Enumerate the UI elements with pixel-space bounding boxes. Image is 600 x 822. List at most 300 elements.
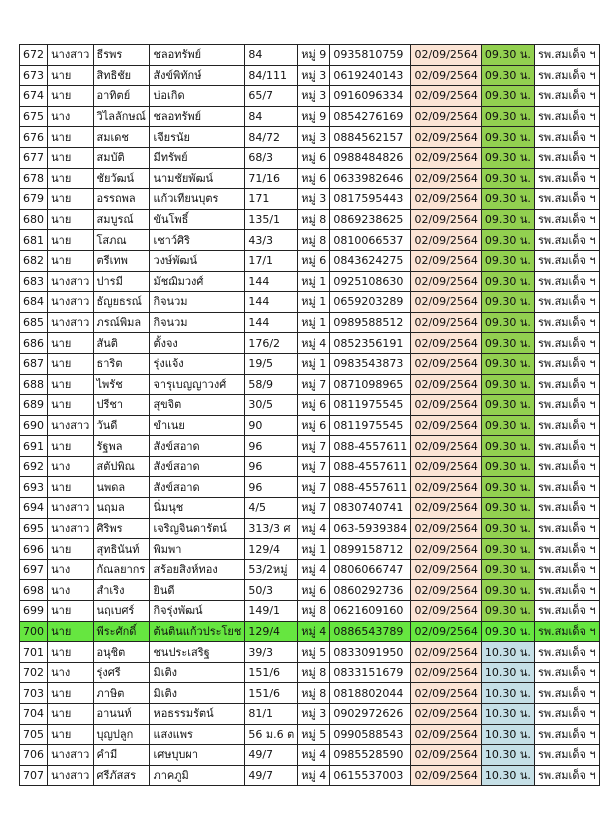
table-row [20,292,600,313]
first-name-cell: วิไลลักษณ์ [93,106,150,127]
table-row [20,436,600,457]
row-number-cell: 689 [20,395,48,416]
table-row [20,539,600,560]
table-row [20,580,600,601]
house-number-cell: 151/6 [245,662,298,683]
row-number-cell: 687 [20,353,48,374]
title-prefix-cell: นาง [48,559,93,580]
last-name-cell: สุขจิต [150,395,245,416]
appointment-date-cell: 02/09/2564 [411,704,482,725]
table-row [20,127,600,148]
table-row [20,271,600,292]
appointment-time-cell: 09.30 น. [481,539,534,560]
appointment-date-cell: 02/09/2564 [411,65,482,86]
phone-number-cell: 0985528590 [330,745,411,766]
first-name-cell: ชัยวัฒน์ [93,168,150,189]
appointment-time-cell: 10.30 น. [481,662,534,683]
first-name-cell: สตัปพิณ [93,456,150,477]
last-name-cell: สังข์สอาด [150,436,245,457]
appointment-date-cell: 02/09/2564 [411,415,482,436]
last-name-cell: ภาคภูมิ [150,765,245,786]
appointment-time-cell: 09.30 น. [481,230,534,251]
phone-number-cell: 0916096334 [330,86,411,107]
phone-number-cell: 0810066537 [330,230,411,251]
phone-number-cell: 0811975545 [330,395,411,416]
row-number-cell: 676 [20,127,48,148]
location-cell: รพ.สมเด็จ ฯ [534,147,599,168]
location-cell: รพ.สมเด็จ ฯ [534,518,599,539]
phone-number-cell: 0659203289 [330,292,411,313]
title-prefix-cell: นาย [48,127,93,148]
location-cell: รพ.สมเด็จ ฯ [534,312,599,333]
appointment-date-cell: 02/09/2564 [411,662,482,683]
last-name-cell: แก้วเทียนบุตร [150,189,245,210]
table-row [20,456,600,477]
last-name-cell: นิ่มนุช [150,498,245,519]
first-name-cell: สมเดช [93,127,150,148]
village-number-cell: หมู่ 3 [298,189,330,210]
village-number-cell: หมู่ 5 [298,642,330,663]
phone-number-cell: 0621609160 [330,601,411,622]
row-number-cell: 678 [20,168,48,189]
house-number-cell: 58/9 [245,374,298,395]
village-number-cell: หมู่ 7 [298,456,330,477]
first-name-cell: พีระศักดิ์ [93,621,150,642]
table-row [20,374,600,395]
table-row [20,45,600,66]
last-name-cell: เชาว์ศิริ [150,230,245,251]
house-number-cell: 149/1 [245,601,298,622]
location-cell: รพ.สมเด็จ ฯ [534,395,599,416]
first-name-cell: นพดล [93,477,150,498]
appointment-time-cell: 09.30 น. [481,271,534,292]
first-name-cell: บุญปลูก [93,724,150,745]
table-row [20,106,600,127]
table-row [20,147,600,168]
row-number-cell: 679 [20,189,48,210]
title-prefix-cell: นาย [48,704,93,725]
row-number-cell: 672 [20,45,48,66]
row-number-cell: 706 [20,745,48,766]
title-prefix-cell: นาย [48,395,93,416]
first-name-cell: นฤมล [93,498,150,519]
appointment-date-cell: 02/09/2564 [411,395,482,416]
last-name-cell: ขำเนย [150,415,245,436]
location-cell: รพ.สมเด็จ ฯ [534,580,599,601]
village-number-cell: หมู่ 7 [298,436,330,457]
appointment-time-cell: 09.30 น. [481,477,534,498]
phone-number-cell: 0935810759 [330,45,411,66]
last-name-cell: มัชฌิมวงศ์ [150,271,245,292]
village-number-cell: หมู่ 9 [298,106,330,127]
title-prefix-cell: นาย [48,147,93,168]
village-number-cell: หมู่ 4 [298,518,330,539]
appointment-time-cell: 09.30 น. [481,86,534,107]
title-prefix-cell: นางสาว [48,518,93,539]
last-name-cell: บ่อเกิด [150,86,245,107]
appointment-date-cell: 02/09/2564 [411,209,482,230]
village-number-cell: หมู่ 4 [298,559,330,580]
first-name-cell: สันติ [93,333,150,354]
appointment-date-cell: 02/09/2564 [411,271,482,292]
appointment-date-cell: 02/09/2564 [411,745,482,766]
row-number-cell: 684 [20,292,48,313]
appointment-time-cell: 09.30 น. [481,106,534,127]
location-cell: รพ.สมเด็จ ฯ [534,683,599,704]
village-number-cell: หมู่ 3 [298,65,330,86]
first-name-cell: สมบัติ [93,147,150,168]
appointment-time-cell: 09.30 น. [481,559,534,580]
appointment-date-cell: 02/09/2564 [411,45,482,66]
house-number-cell: 84/111 [245,65,298,86]
village-number-cell: หมู่ 4 [298,765,330,786]
location-cell: รพ.สมเด็จ ฯ [534,333,599,354]
row-number-cell: 697 [20,559,48,580]
title-prefix-cell: นาง [48,456,93,477]
title-prefix-cell: นางสาว [48,498,93,519]
appointment-date-cell: 02/09/2564 [411,518,482,539]
phone-number-cell: 0871098965 [330,374,411,395]
location-cell: รพ.สมเด็จ ฯ [534,127,599,148]
title-prefix-cell: นางสาว [48,312,93,333]
first-name-cell: ธัญยธรณ์ [93,292,150,313]
row-number-cell: 675 [20,106,48,127]
table-row [20,189,600,210]
title-prefix-cell: นาย [48,436,93,457]
row-number-cell: 677 [20,147,48,168]
phone-number-cell: 063-5939384 [330,518,411,539]
house-number-cell: 4/5 [245,498,298,519]
appointment-date-cell: 02/09/2564 [411,683,482,704]
appointment-date-cell: 02/09/2564 [411,642,482,663]
title-prefix-cell: นาย [48,724,93,745]
first-name-cell: อนุชิต [93,642,150,663]
title-prefix-cell: นาย [48,250,93,271]
row-number-cell: 692 [20,456,48,477]
first-name-cell: ไพรัช [93,374,150,395]
row-number-cell: 703 [20,683,48,704]
appointment-date-cell: 02/09/2564 [411,436,482,457]
appointment-date-cell: 02/09/2564 [411,106,482,127]
last-name-cell: มิเติง [150,662,245,683]
first-name-cell: ศิริพร [93,518,150,539]
appointment-time-cell: 10.30 น. [481,704,534,725]
location-cell: รพ.สมเด็จ ฯ [534,168,599,189]
table-row [20,724,600,745]
title-prefix-cell: นาง [48,106,93,127]
village-number-cell: หมู่ 1 [298,353,330,374]
village-number-cell: หมู่ 8 [298,601,330,622]
village-number-cell: หมู่ 7 [298,477,330,498]
title-prefix-cell: นาย [48,333,93,354]
first-name-cell: โสภณ [93,230,150,251]
table-row [20,250,600,271]
last-name-cell: ชนประเสริฐ [150,642,245,663]
appointment-date-cell: 02/09/2564 [411,168,482,189]
last-name-cell: มีทรัพย์ [150,147,245,168]
title-prefix-cell: นาย [48,209,93,230]
phone-number-cell: 0817595443 [330,189,411,210]
appointment-date-cell: 02/09/2564 [411,312,482,333]
appointment-time-cell: 09.30 น. [481,353,534,374]
table-row [20,559,600,580]
title-prefix-cell: นางสาว [48,765,93,786]
table-row [20,601,600,622]
title-prefix-cell: นาย [48,65,93,86]
appointment-time-cell: 09.30 น. [481,189,534,210]
village-number-cell: หมู่ 1 [298,292,330,313]
village-number-cell: หมู่ 6 [298,580,330,601]
phone-number-cell: 0619240143 [330,65,411,86]
location-cell: รพ.สมเด็จ ฯ [534,86,599,107]
title-prefix-cell: นาย [48,353,93,374]
village-number-cell: หมู่ 8 [298,662,330,683]
phone-number-cell: 0843624275 [330,250,411,271]
location-cell: รพ.สมเด็จ ฯ [534,601,599,622]
appointment-time-cell: 09.30 น. [481,292,534,313]
table-row [20,230,600,251]
house-number-cell: 84/72 [245,127,298,148]
village-number-cell: หมู่ 7 [298,374,330,395]
appointment-date-cell: 02/09/2564 [411,498,482,519]
house-number-cell: 71/16 [245,168,298,189]
house-number-cell: 49/7 [245,745,298,766]
location-cell: รพ.สมเด็จ ฯ [534,539,599,560]
village-number-cell: หมู่ 6 [298,395,330,416]
village-number-cell: หมู่ 6 [298,168,330,189]
row-number-cell: 707 [20,765,48,786]
house-number-cell: 17/1 [245,250,298,271]
table-body [20,45,600,786]
table-row [20,518,600,539]
table-row [20,86,600,107]
row-number-cell: 674 [20,86,48,107]
first-name-cell: อรรถพล [93,189,150,210]
location-cell: รพ.สมเด็จ ฯ [534,209,599,230]
appointment-time-cell: 10.30 น. [481,724,534,745]
row-number-cell: 673 [20,65,48,86]
last-name-cell: เจริญจินดารัตน์ [150,518,245,539]
first-name-cell: อานนท์ [93,704,150,725]
house-number-cell: 56 ม.6 ต [245,724,298,745]
first-name-cell: สุทธินันท์ [93,539,150,560]
house-number-cell: 129/4 [245,539,298,560]
location-cell: รพ.สมเด็จ ฯ [534,765,599,786]
location-cell: รพ.สมเด็จ ฯ [534,415,599,436]
last-name-cell: เจียรนัย [150,127,245,148]
table-row [20,683,600,704]
village-number-cell: หมู่ 4 [298,621,330,642]
row-number-cell: 688 [20,374,48,395]
appointment-date-cell: 02/09/2564 [411,189,482,210]
house-number-cell: 65/7 [245,86,298,107]
last-name-cell: หอธรรมรัตน์ [150,704,245,725]
appointment-time-cell: 09.30 น. [481,312,534,333]
phone-number-cell: 0983543873 [330,353,411,374]
last-name-cell: กิจนวม [150,312,245,333]
phone-number-cell: 0988484826 [330,147,411,168]
house-number-cell: 313/3 ศ [245,518,298,539]
village-number-cell: หมู่ 3 [298,704,330,725]
last-name-cell: สังข์สอาด [150,456,245,477]
row-number-cell: 685 [20,312,48,333]
last-name-cell: ชลอทรัพย์ [150,45,245,66]
row-number-cell: 680 [20,209,48,230]
table-row [20,704,600,725]
row-number-cell: 702 [20,662,48,683]
row-number-cell: 691 [20,436,48,457]
appointment-date-cell: 02/09/2564 [411,250,482,271]
appointment-time-cell: 10.30 น. [481,765,534,786]
row-number-cell: 700 [20,621,48,642]
location-cell: รพ.สมเด็จ ฯ [534,292,599,313]
title-prefix-cell: นางสาว [48,745,93,766]
phone-number-cell: 0869238625 [330,209,411,230]
appointment-date-cell: 02/09/2564 [411,353,482,374]
location-cell: รพ.สมเด็จ ฯ [534,230,599,251]
last-name-cell: ยินดี [150,580,245,601]
appointment-date-cell: 02/09/2564 [411,539,482,560]
first-name-cell: ภาษิต [93,683,150,704]
location-cell: รพ.สมเด็จ ฯ [534,724,599,745]
appointment-time-cell: 09.30 น. [481,147,534,168]
table-row [20,209,600,230]
location-cell: รพ.สมเด็จ ฯ [534,559,599,580]
first-name-cell: รัฐพล [93,436,150,457]
location-cell: รพ.สมเด็จ ฯ [534,374,599,395]
last-name-cell: แสงแพร [150,724,245,745]
location-cell: รพ.สมเด็จ ฯ [534,106,599,127]
village-number-cell: หมู่ 6 [298,147,330,168]
first-name-cell: วันดี [93,415,150,436]
appointment-time-cell: 09.30 น. [481,250,534,271]
location-cell: รพ.สมเด็จ ฯ [534,704,599,725]
title-prefix-cell: นาย [48,230,93,251]
appointment-date-cell: 02/09/2564 [411,456,482,477]
phone-number-cell: 0990588543 [330,724,411,745]
location-cell: รพ.สมเด็จ ฯ [534,745,599,766]
house-number-cell: 144 [245,312,298,333]
appointment-time-cell: 09.30 น. [481,209,534,230]
last-name-cell: สร้อยสิงห์ทอง [150,559,245,580]
phone-number-cell: 0830740741 [330,498,411,519]
village-number-cell: หมู่ 1 [298,539,330,560]
appointment-time-cell: 09.30 น. [481,127,534,148]
appointment-time-cell: 09.30 น. [481,333,534,354]
phone-number-cell: 088-4557611 [330,456,411,477]
phone-number-cell: 0899158712 [330,539,411,560]
first-name-cell: ภรณ์พิมล [93,312,150,333]
appointment-date-cell: 02/09/2564 [411,374,482,395]
appointment-time-cell: 09.30 น. [481,518,534,539]
phone-number-cell: 0806066747 [330,559,411,580]
row-number-cell: 690 [20,415,48,436]
phone-number-cell: 0633982646 [330,168,411,189]
row-number-cell: 698 [20,580,48,601]
appointment-date-cell: 02/09/2564 [411,601,482,622]
row-number-cell: 701 [20,642,48,663]
appointment-date-cell: 02/09/2564 [411,580,482,601]
first-name-cell: ปารมี [93,271,150,292]
appointment-time-cell: 10.30 น. [481,745,534,766]
last-name-cell: กิจนวม [150,292,245,313]
appointment-time-cell: 09.30 น. [481,621,534,642]
table-row [20,168,600,189]
appointment-date-cell: 02/09/2564 [411,86,482,107]
title-prefix-cell: นาย [48,86,93,107]
appointment-time-cell: 09.30 น. [481,45,534,66]
table-row [20,498,600,519]
house-number-cell: 49/7 [245,765,298,786]
table-row [20,312,600,333]
first-name-cell: สิทธิชัย [93,65,150,86]
last-name-cell: กิจรุ่งพัฒน์ [150,601,245,622]
location-cell: รพ.สมเด็จ ฯ [534,189,599,210]
first-name-cell: ปรีชา [93,395,150,416]
phone-number-cell: 0854276169 [330,106,411,127]
first-name-cell: สมบูรณ์ [93,209,150,230]
location-cell: รพ.สมเด็จ ฯ [534,271,599,292]
village-number-cell: หมู่ 8 [298,683,330,704]
appointment-date-cell: 02/09/2564 [411,559,482,580]
appointment-time-cell: 09.30 น. [481,456,534,477]
appointment-time-cell: 09.30 น. [481,395,534,416]
house-number-cell: 171 [245,189,298,210]
appointment-time-cell: 10.30 น. [481,683,534,704]
phone-number-cell: 088-4557611 [330,477,411,498]
first-name-cell: กัณลยากร [93,559,150,580]
last-name-cell: ชลอทรัพย์ [150,106,245,127]
house-number-cell: 96 [245,456,298,477]
house-number-cell: 135/1 [245,209,298,230]
appointment-date-cell: 02/09/2564 [411,765,482,786]
last-name-cell: ขันโพธิ์ [150,209,245,230]
last-name-cell: สังข์สอาด [150,477,245,498]
appointment-date-cell: 02/09/2564 [411,621,482,642]
village-number-cell: หมู่ 6 [298,415,330,436]
last-name-cell: พิมพา [150,539,245,560]
row-number-cell: 681 [20,230,48,251]
phone-number-cell: 0811975545 [330,415,411,436]
location-cell: รพ.สมเด็จ ฯ [534,642,599,663]
phone-number-cell: 0902972626 [330,704,411,725]
first-name-cell: นฤเบศร์ [93,601,150,622]
appointment-time-cell: 10.30 น. [481,642,534,663]
title-prefix-cell: นาย [48,189,93,210]
phone-number-cell: 0884562157 [330,127,411,148]
appointment-date-cell: 02/09/2564 [411,333,482,354]
house-number-cell: 90 [245,415,298,436]
title-prefix-cell: นางสาว [48,415,93,436]
first-name-cell: ตรีเทพ [93,250,150,271]
first-name-cell: สำเริง [93,580,150,601]
appointment-time-cell: 09.30 น. [481,436,534,457]
last-name-cell: ต้นตินแก้วประโยช [150,621,245,642]
title-prefix-cell: นาย [48,601,93,622]
table-row [20,642,600,663]
house-number-cell: 30/5 [245,395,298,416]
phone-number-cell: 0860292736 [330,580,411,601]
location-cell: รพ.สมเด็จ ฯ [534,477,599,498]
row-number-cell: 699 [20,601,48,622]
appointment-time-cell: 09.30 น. [481,601,534,622]
appointment-time-cell: 09.30 น. [481,374,534,395]
last-name-cell: รุ่งแจ้ง [150,353,245,374]
house-number-cell: 144 [245,292,298,313]
phone-number-cell: 0615537003 [330,765,411,786]
title-prefix-cell: นาง [48,580,93,601]
first-name-cell: ศรีภัสสร [93,765,150,786]
